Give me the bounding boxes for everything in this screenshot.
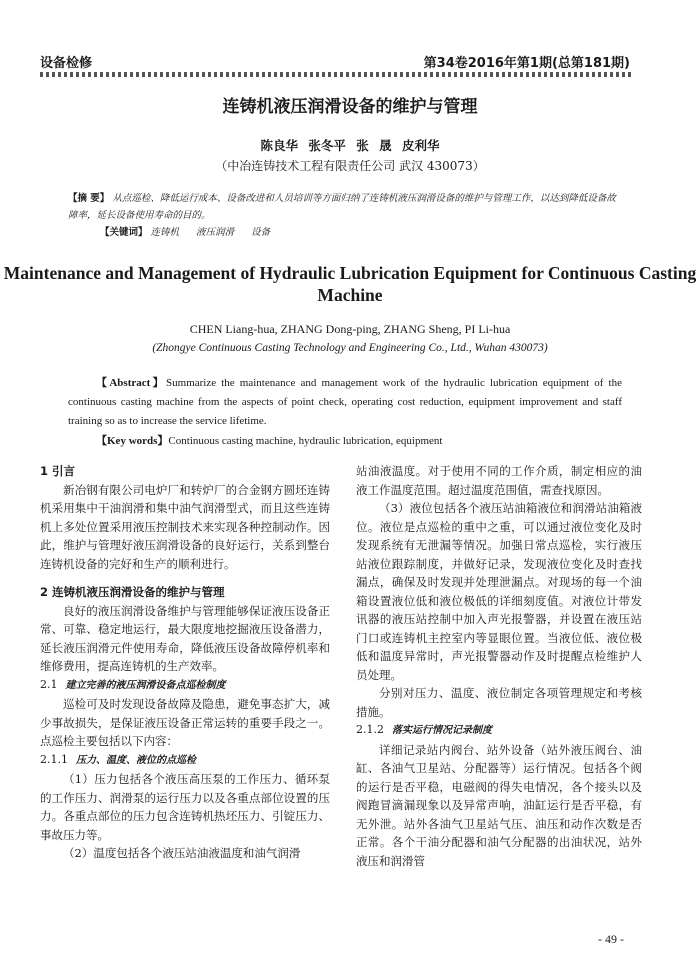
abstract-chinese [68, 190, 622, 224]
header-divider [40, 72, 632, 77]
body-paragraph: 分别对压力、温度、液位制定各项管理规定和考核措施。 [356, 686, 642, 719]
body-paragraph: 新冶钢有限公司电炉厂和转炉厂的合金钢方圆坯连铸机采用集中干油润滑和集中油气润滑型式，而且这些连铸机上多处位置采用液压控制技术来实现各种控制动作。因此，维护与管理好液压润滑设备的良好运行，关系到整台连铸机设备的完好和生产的顺利进行。 [40, 482, 330, 571]
body-paragraph: 站油液温度。对于使用不同的工作介质，制定相应的油液工作温度范围。超过温度范围值，需查找原因。 [356, 464, 642, 497]
body-paragraph: 巡检可及时发现设备故障及隐患，避免事态扩大，减少事故损失，是保证液压设备正常运转的重要手段之一。点巡检主要包括以下内容： [40, 697, 330, 748]
authors-english: CHEN Liang-hua, ZHANG Dong-ping, ZHANG Sheng, PI Li-hua [189, 322, 511, 336]
subsubsection-heading [40, 751, 330, 771]
keyword-chinese: 液压润滑 [196, 227, 235, 238]
subsubsection-title: 落实运行情况记录制度 [392, 725, 492, 736]
paper-title-chinese: 连铸机液压润滑设备的维护与管理 [222, 97, 478, 117]
journal-section-name: 设备检修 [40, 56, 93, 71]
body-paragraph: 详细记录站内阀台、站外设备（站外液压阀台、油缸、各油气卫星站、分配器等）运行情况。包括各个阀的运行是否平稳，电磁阀的得失电情况，各个接头以及阀跑冒滴漏现象以及异常声响，油缸运行是否平稳，有无外泄。站外各油气卫星站气压、油压和动作次数是否正常。各个干油分配器和油气分配器的出油状况，站外液压和润滑管 [356, 742, 642, 868]
abstract-english-label: 【Abstract】 [96, 377, 167, 389]
subsection-title: 建立完善的液压润滑设备点巡检制度 [65, 679, 226, 691]
affiliation-english: (Zhongye Continuous Casting Technology and Engineering Co., Ltd., Wuhan 430073) [152, 342, 548, 354]
authors-chinese: 陈良华 张冬平 张 晟 皮利华 [260, 138, 440, 153]
keywords-english [96, 432, 442, 448]
abstract-chinese-label: 【摘 要】 [68, 193, 110, 204]
paper-title-english: Maintenance and Management of Hydraulic Lubrication Equipment for Continuous Casting Machine [3, 263, 697, 305]
body-column-left [40, 462, 330, 863]
keyword-chinese: 设备 [251, 227, 271, 238]
subsubsection-title: 压力、温度、液位的点巡检 [76, 754, 196, 766]
body-paragraph: （3）液位包括各个液压站油箱液位和润滑站油箱液位。液位是点巡检的重中之重，可以通过液位变化及时发现系统有无泄漏等情况。加强日常点巡检，实行液压站液位跟踪制度，并做好记录，发现液位变化及时查找漏点，确保及时发现并处理泄漏点。对现场的每一个油箱设置液位低和液位极低的详细刻度值。对液位计带发讯器的液压站控制中加入声光报警器，并设置在液压站门口或连铸机主控室内等显眼位置。当液位低、液位极低和温度异常时，声光报警器动作及时提醒点检维护人员处理。 [356, 501, 642, 682]
abstract-chinese-text: 从点巡检、降低运行成本、设备改进和人员培训等方面归纳了连铸机液压润滑设备的维护与管理工作，以达到降低设备故障率，延长设备使用寿命的目的。 [68, 193, 616, 221]
subsubsection-number: 2.1.2 [356, 723, 384, 736]
subsection-heading [40, 676, 330, 696]
subsection-number: 2.1 [40, 677, 58, 691]
abstract-english-text: Summarize the maintenance and management work of the hydraulic lubrication equipment of the continuous casting machine from the aspects of point check, operating cost reduction, equipment improvement and staff training so as to increase the service lifetime. [68, 377, 622, 427]
subsubsection-heading [356, 721, 642, 741]
subsubsection-number: 2.1.1 [40, 752, 68, 766]
body-paragraph: 良好的液压润滑设备维护与管理能够保证液压设备正常、可靠、稳定地运行，最大限度地挖掘液压设备潜力，延长液压润滑元件使用寿命，降低液压设备故障停机率和维修费用，提高连铸机的生产效率。 [40, 603, 330, 673]
keywords-chinese-label: 【关键词】 [100, 227, 148, 238]
body-column-right [356, 462, 642, 870]
keywords-english-text: Continuous casting machine, hydraulic lubrication, equipment [168, 435, 443, 447]
keywords-english-label: 【Key words】 [96, 435, 169, 447]
page-number: - 49 - [598, 932, 624, 946]
journal-issue-info: 第34卷2016年第1期(总第181期) [423, 56, 630, 71]
section-heading: 2 连铸机液压润滑设备的维护与管理 [40, 585, 225, 599]
body-paragraph: （1）压力包括各个液压高压泵的工作压力、循环泵的工作压力、润滑泵的运行压力以及各重点部位设置的压力。各重点部位的压力包含连铸机热坯压力、引锭压力、事故压力等。 [40, 772, 330, 842]
body-paragraph: （2）温度包括各个液压站油液温度和油气润滑 [63, 846, 301, 860]
affiliation-chinese: （中冶连铸技术工程有限责任公司 武汉 430073） [215, 159, 485, 173]
keyword-chinese: 连铸机 [150, 227, 180, 238]
abstract-english [68, 374, 622, 431]
keywords-chinese [100, 224, 284, 238]
section-heading: 1 引言 [40, 464, 76, 478]
